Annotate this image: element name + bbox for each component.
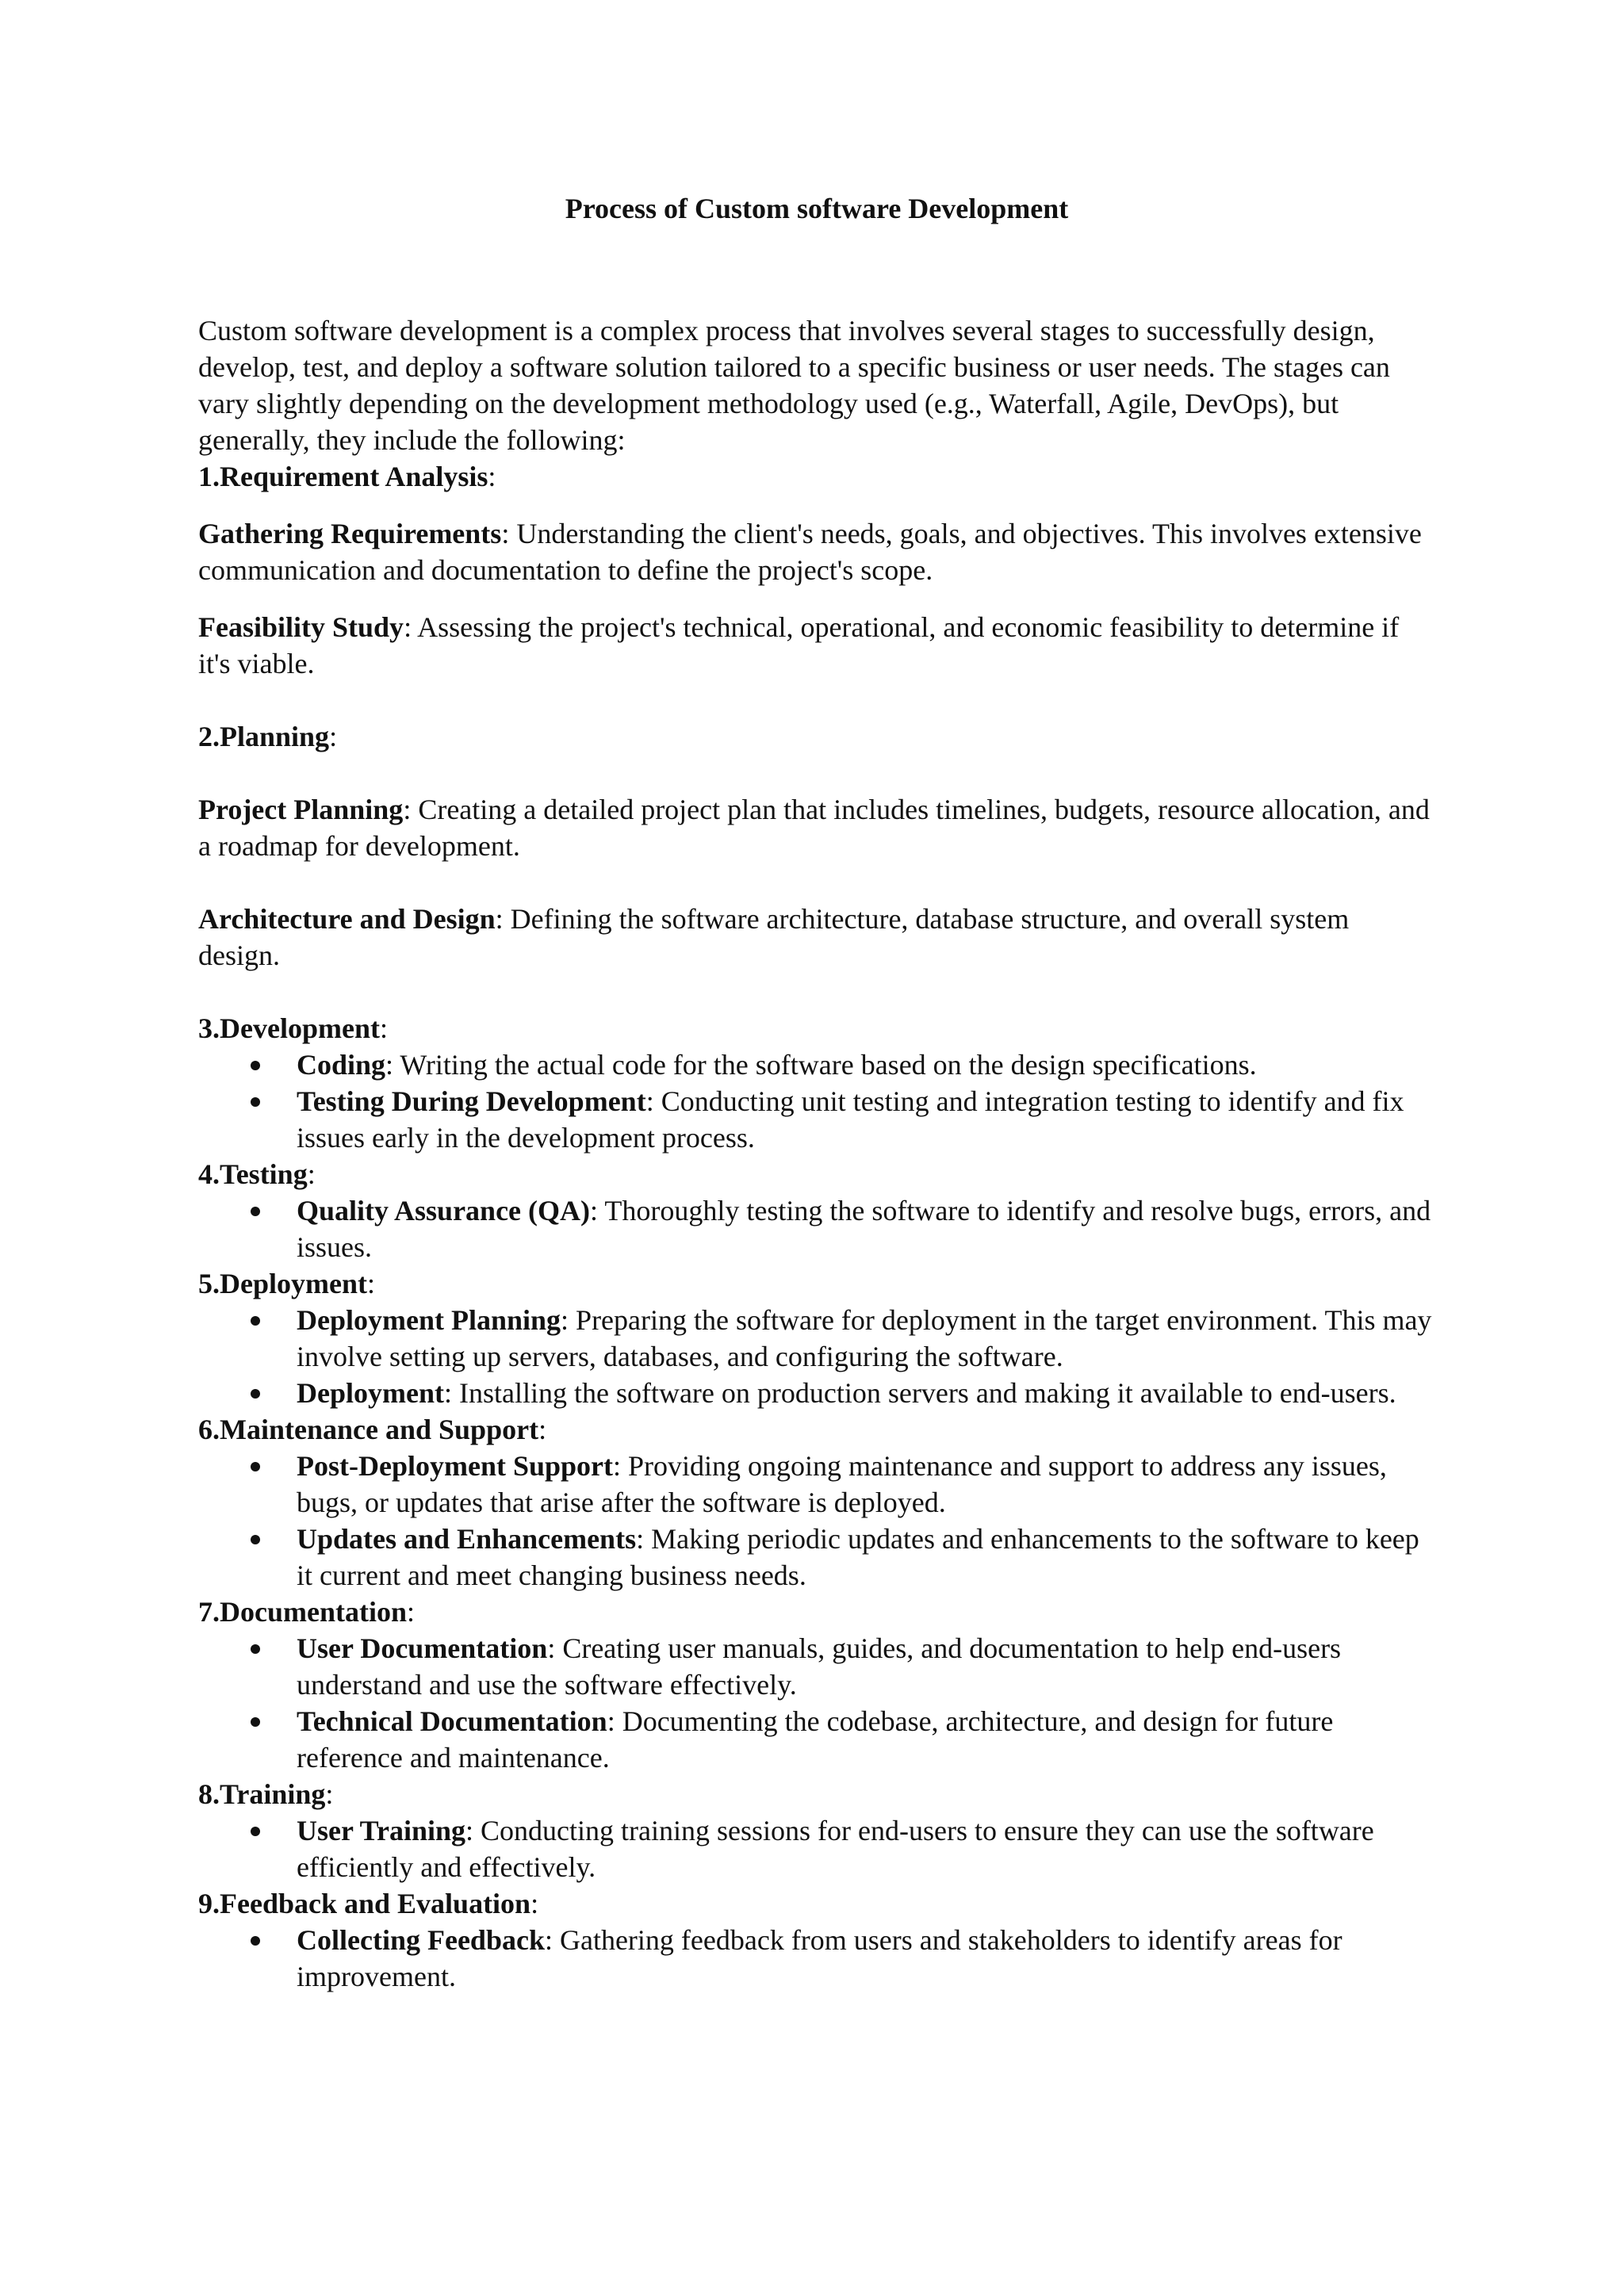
list-item — [198, 1521, 1435, 1594]
heading-colon: : — [307, 1158, 316, 1190]
heading-colon: : — [538, 1414, 547, 1445]
bullet-dot-icon — [251, 1936, 260, 1946]
term-label: Quality Assurance (QA) — [297, 1195, 591, 1226]
document-body — [198, 190, 1435, 1995]
section-heading-text: 6.Maintenance and Support — [198, 1414, 539, 1445]
section-heading-maintenance-support — [198, 1411, 1435, 1448]
bullet-dot-icon — [251, 1097, 260, 1107]
term-label: User Training — [297, 1815, 466, 1846]
term-label: Architecture and Design — [198, 903, 496, 935]
term-label: Updates and Enhancements — [297, 1523, 637, 1555]
list-item — [198, 1083, 1435, 1156]
intro-paragraph: Custom software development is a complex process that involves several stages to successfully design, develop, test, and deploy a software solution tailored to a specific business or user needs. The stages can vary slightly depending on the development methodology used (e.g., Waterfall, Agile, DevOps), but generally, they include the following: — [198, 315, 1390, 456]
spacer — [198, 682, 1435, 718]
section-heading-documentation — [198, 1594, 1435, 1630]
list-item — [198, 1302, 1435, 1375]
list-item — [198, 1192, 1435, 1265]
term-label: Deployment Planning — [297, 1304, 561, 1336]
term-description: : Understanding the client's needs, goals, and objectives. This involves extensive communication and documentation to define the project's scope. — [198, 518, 1422, 586]
paragraph-architecture-design — [198, 901, 1435, 974]
heading-colon: : — [379, 1012, 388, 1044]
section-heading-text: 5.Deployment — [198, 1268, 367, 1299]
paragraph-gathering-requirements — [198, 515, 1435, 588]
bullet-dot-icon — [251, 1316, 260, 1326]
section-heading-feedback-evaluation — [198, 1885, 1435, 1922]
paragraph-project-planning — [198, 791, 1435, 864]
heading-colon: : — [488, 461, 496, 492]
section-heading-testing — [198, 1156, 1435, 1192]
term-label: Feasibility Study — [198, 611, 404, 643]
bullet-dot-icon — [251, 1717, 260, 1727]
bullet-dot-icon — [251, 1535, 260, 1544]
bullet-list-training — [198, 1812, 1435, 1885]
section-heading-training — [198, 1776, 1435, 1812]
list-item — [198, 1703, 1435, 1776]
term-description: : Creating user manuals, guides, and documentation to help end-users understand and use the software effectively. — [297, 1632, 1342, 1701]
list-item — [198, 1448, 1435, 1521]
term-description: : Preparing the software for deployment in the target environment. This may involve setting up servers, databases, and configuring the software. — [297, 1304, 1432, 1372]
section-heading-text: 7.Documentation — [198, 1596, 407, 1628]
term-description: : Thoroughly testing the software to identify and resolve bugs, errors, and issues. — [297, 1195, 1431, 1263]
bullet-list-feedback — [198, 1922, 1435, 1995]
document-title: Process of Custom software Development — [565, 193, 1069, 224]
bullet-dot-icon — [251, 1827, 260, 1836]
term-description: : Gathering feedback from users and stakeholders to identify areas for improvement. — [297, 1924, 1342, 1992]
heading-colon: : — [530, 1888, 539, 1919]
term-description: : Assessing the project's technical, operational, and economic feasibility to determine if it's viable. — [198, 611, 1400, 679]
term-description: : Creating a detailed project plan that includes timelines, budgets, resource allocation, and a roadmap for development. — [198, 794, 1430, 862]
section-heading-text: 9.Feedback and Evaluation — [198, 1888, 531, 1919]
section-heading-deployment — [198, 1265, 1435, 1302]
section-heading-planning — [198, 718, 1435, 755]
term-label: Project Planning — [198, 794, 404, 825]
term-description: : Providing ongoing maintenance and support to address any issues, bugs, or updates that arise after the software is deployed. — [297, 1450, 1387, 1518]
heading-colon: : — [366, 1268, 375, 1299]
bullet-dot-icon — [251, 1061, 260, 1070]
section-heading-text: 1.Requirement Analysis — [198, 461, 488, 492]
term-description: : Installing the software on production servers and making it available to end-users. — [443, 1377, 1396, 1409]
heading-colon: : — [325, 1778, 334, 1810]
spacer — [198, 974, 1435, 1010]
term-description: : Making periodic updates and enhancements to the software to keep it current and meet changing business needs. — [297, 1523, 1419, 1591]
bullet-list-maintenance — [198, 1448, 1435, 1594]
term-description: : Conducting unit testing and integration testing to identify and fix issues early in the development process. — [297, 1085, 1404, 1154]
term-label: Testing During Development — [297, 1085, 646, 1117]
term-description: : Documenting the codebase, architecture, and design for future reference and maintenance. — [297, 1705, 1334, 1774]
bullet-list-testing — [198, 1192, 1435, 1265]
list-item — [198, 1630, 1435, 1703]
term-label: Technical Documentation — [297, 1705, 607, 1737]
list-item — [198, 1375, 1435, 1411]
term-description: : Writing the actual code for the software based on the design specifications. — [385, 1049, 1257, 1081]
term-label: User Documentation — [297, 1632, 548, 1664]
bullet-list-development — [198, 1047, 1435, 1156]
paragraph-feasibility-study — [198, 609, 1435, 682]
term-label: Coding — [297, 1049, 386, 1081]
bullet-dot-icon — [251, 1644, 260, 1654]
heading-colon: : — [329, 721, 338, 752]
bullet-dot-icon — [251, 1462, 260, 1471]
section-heading-requirement-analysis — [198, 458, 1435, 495]
spacer — [198, 864, 1435, 901]
term-label: Deployment — [297, 1377, 444, 1409]
section-heading-text: 2.Planning — [198, 721, 330, 752]
bullet-dot-icon — [251, 1389, 260, 1399]
term-label: Post-Deployment Support — [297, 1450, 614, 1482]
term-label: Collecting Feedback — [297, 1924, 545, 1956]
section-heading-development — [198, 1010, 1435, 1047]
section-heading-text: 3.Development — [198, 1012, 380, 1044]
section-heading-text: 8.Training — [198, 1778, 326, 1810]
spacer — [198, 495, 1435, 515]
heading-colon: : — [407, 1596, 416, 1628]
term-description: : Conducting training sessions for end-users to ensure they can use the software efficiently and effectively. — [297, 1815, 1374, 1883]
list-item — [198, 1047, 1435, 1083]
spacer — [198, 588, 1435, 609]
term-label: Gathering Requirements — [198, 518, 502, 549]
section-heading-text: 4.Testing — [198, 1158, 308, 1190]
bullet-list-documentation — [198, 1630, 1435, 1776]
bullet-list-deployment — [198, 1302, 1435, 1411]
term-description: : Defining the software architecture, database structure, and overall system design. — [198, 903, 1350, 971]
list-item — [198, 1812, 1435, 1885]
spacer — [198, 755, 1435, 791]
bullet-dot-icon — [251, 1207, 260, 1216]
list-item — [198, 1922, 1435, 1995]
